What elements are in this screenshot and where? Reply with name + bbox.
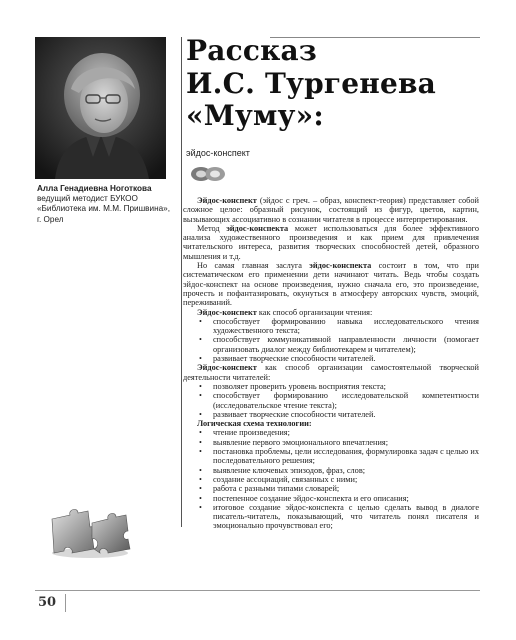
- list-item: • постановка проблемы, цели исследования, формулировка задач с целью их последовательного решения;: [183, 447, 479, 466]
- author-caption: [37, 184, 177, 225]
- title-line-1: Рассказ: [186, 34, 317, 67]
- page-number: 50: [38, 595, 57, 610]
- paragraph-merit: [183, 261, 479, 307]
- author-name: Алла Генадиевна Ноготкова: [37, 184, 152, 193]
- paragraph-text: как способ организации чтения:: [256, 307, 373, 317]
- term-bold: эйдос-конспекта: [309, 261, 372, 271]
- paragraph-method: [183, 224, 479, 261]
- paragraph-text: (эйдос с греч. – образ, конспект-теория) представляет собой сложное целое: образный рисунок, состоящий из фигур, цветов, картин, вызывающих ассоциативно в сознании читателя в процессе интерпретирования.: [183, 196, 479, 224]
- list-item: • развивает творческие способности читателей.: [183, 354, 479, 363]
- list-item: • итоговое создание эйдос-конспекта с целью сделать вывод в диалоге писатель-читатель, показывающий, что читатель понял писателя и эмоционально прочувствовал его;: [183, 503, 479, 531]
- list-item: • постепенное создание эйдос-конспекта и его описания;: [183, 494, 479, 503]
- term-bold: Эйдос-конспект: [197, 196, 257, 205]
- list-item: • чтение произведения;: [183, 428, 479, 437]
- list-item: • выявление ключевых эпизодов, фраз, слов;: [183, 466, 479, 475]
- list-creative: [183, 382, 479, 419]
- author-city: г. Орел: [37, 214, 64, 224]
- footer-rule: [35, 590, 480, 591]
- article-body: [183, 196, 479, 531]
- section-scheme-heading: [183, 419, 479, 428]
- list-item: • работа с разными типами словарей;: [183, 484, 479, 493]
- term-bold: Эйдос-конспект: [197, 363, 257, 373]
- list-scheme: [183, 428, 479, 530]
- list-item: • создание ассоциаций, связанных с ними;: [183, 475, 479, 484]
- author-photo: [35, 37, 166, 179]
- paragraph-text: как способ организации самостоятельной творческой деятельности читателей:: [183, 363, 479, 382]
- section-creative-heading: [183, 363, 479, 382]
- scheme-heading: Логическая схема технологии:: [197, 419, 312, 429]
- list-item: • способствует формированию исследовательской компетентности (исследовательское чтение текста);: [183, 391, 479, 410]
- section-logo-icon: [190, 166, 226, 182]
- list-item: • позволяет проверить уровень восприятия текста;: [183, 382, 479, 391]
- term-bold: Эйдос-конспект: [197, 307, 257, 317]
- paragraph-text: состоит в том, что при систематическом его применении дети начинают читать. Ведь чтобы создать эйдос-конспект на основе произведения, нужно сначала его, это произведение, прочесть и пофантазировать, окунуться в атмосферу авторских чувств, эмоций, переживаний.: [183, 261, 479, 308]
- term-bold: эйдос-конспекта: [226, 223, 289, 233]
- puzzle-pieces-icon: [46, 505, 132, 559]
- article-subtitle: эйдос-конспект: [186, 148, 250, 158]
- title-line-2: И.С. Тургенева: [186, 66, 437, 100]
- list-reading: [183, 317, 479, 363]
- paragraph-definition: [183, 196, 479, 224]
- paragraph-text: Но самая главная заслуга: [197, 261, 310, 271]
- paragraph-text: может использоваться для более эффективного анализа художественного произведения и как прием для привлечения читательского интереса, развития творческих способностей детей, образного мышления и т.д.: [183, 223, 480, 261]
- list-item: • выявление первого эмоционального впечатления;: [183, 438, 479, 447]
- author-organization: «Библиотека им. М.М. Пришвина»,: [37, 204, 170, 214]
- title-line-3: «Муму»:: [186, 99, 324, 132]
- article-title: [186, 35, 486, 133]
- list-item: • развивает творческие способности читателей.: [183, 410, 479, 419]
- section-reading-heading: [183, 308, 479, 317]
- paragraph-text: Метод: [197, 223, 227, 233]
- list-item: • способствует формированию навыка исследовательского чтения художественного текста;: [183, 317, 479, 336]
- vertical-divider: [181, 37, 182, 527]
- list-item: • способствует коммуникативной направленности личности (помогает организовать диалог между библиотекарем и читателем);: [183, 335, 479, 354]
- author-position: ведущий методист БУКОО: [37, 194, 138, 204]
